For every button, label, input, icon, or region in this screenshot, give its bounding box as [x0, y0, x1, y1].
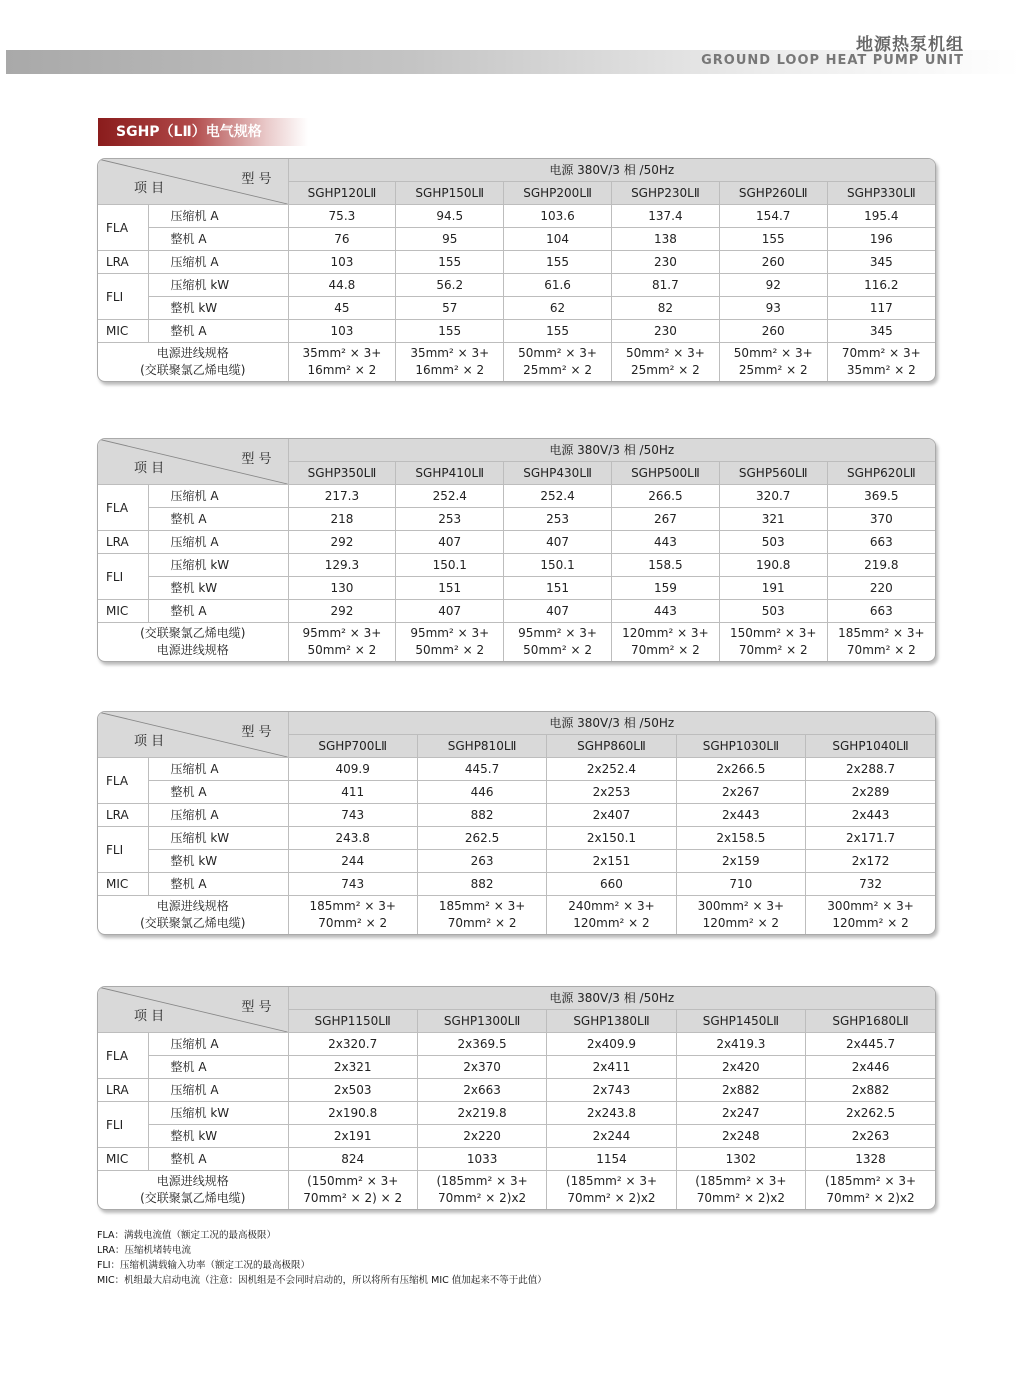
table-cell: 240mm² × 3+ 120mm² × 2 — [547, 896, 676, 934]
table-cell: 2x743 — [547, 1079, 676, 1102]
table-cell: 220 — [827, 577, 935, 600]
table-cell: 2x321 — [288, 1056, 417, 1079]
cable-spec-label: 电源进线规格 (交联聚氯乙烯电缆) — [98, 896, 288, 934]
table-cell: 76 — [288, 228, 396, 251]
spec-table-3 — [97, 711, 936, 935]
group-lra: LRA — [98, 531, 148, 554]
table-cell: 2x409.9 — [547, 1033, 676, 1056]
table-cell: 57 — [396, 297, 504, 320]
table-cell: 2x882 — [806, 1079, 935, 1102]
table-cell: 2x320.7 — [288, 1033, 417, 1056]
table-cell: 2x171.7 — [806, 827, 935, 850]
table-cell: 2x370 — [417, 1056, 546, 1079]
header-corner — [98, 987, 288, 1033]
table-cell: 219.8 — [827, 554, 935, 577]
item-unit-a: 整机 A — [148, 508, 288, 531]
item-comp-kw: 压缩机 kW — [148, 554, 288, 577]
table-cell: 660 — [547, 873, 676, 896]
model-cell: SGHP1040LⅡ — [806, 735, 935, 758]
table-cell: 35mm² × 3+ 16mm² × 2 — [288, 343, 396, 381]
table-cell: 196 — [827, 228, 935, 251]
model-cell: SGHP230LⅡ — [611, 182, 719, 205]
table-cell: 56.2 — [396, 274, 504, 297]
table-cell: 882 — [417, 873, 546, 896]
table-cell: 137.4 — [611, 205, 719, 228]
group-fli: FLI — [98, 274, 148, 320]
table-cell: 2x219.8 — [417, 1102, 546, 1125]
brand-title-en: GROUND LOOP HEAT PUMP UNIT — [701, 53, 964, 68]
table-cell: 2x190.8 — [288, 1102, 417, 1125]
model-label: 型 号 — [241, 1000, 272, 1015]
table-cell: 2x882 — [676, 1079, 805, 1102]
table-cell: 1328 — [806, 1148, 935, 1171]
table-cell: 2x411 — [547, 1056, 676, 1079]
table-cell: 70mm² × 3+ 35mm² × 2 — [827, 343, 935, 381]
table-cell: 262.5 — [417, 827, 546, 850]
model-label: 型 号 — [241, 172, 272, 187]
group-lra: LRA — [98, 251, 148, 274]
table-cell: 446 — [417, 781, 546, 804]
group-mic: MIC — [98, 1148, 148, 1171]
table-cell: 81.7 — [611, 274, 719, 297]
item-label: 项 目 — [134, 181, 165, 196]
item-comp-a: 压缩机 A — [148, 1079, 288, 1102]
table-cell: 2x443 — [806, 804, 935, 827]
footnote: LRA：压缩机堵转电流 — [97, 1245, 192, 1256]
table-cell: 252.4 — [396, 485, 504, 508]
table-cell: 62 — [504, 297, 612, 320]
group-fli: FLI — [98, 554, 148, 600]
model-cell: SGHP350LⅡ — [288, 462, 396, 485]
table-cell: 663 — [827, 600, 935, 623]
table-cell: 407 — [504, 600, 612, 623]
table-cell: 345 — [827, 320, 935, 343]
table-cell: 2x369.5 — [417, 1033, 546, 1056]
group-fla: FLA — [98, 758, 148, 804]
table-cell: 185mm² × 3+ 70mm² × 2 — [288, 896, 417, 934]
table-cell: 710 — [676, 873, 805, 896]
header-corner — [98, 712, 288, 758]
table-cell: 243.8 — [288, 827, 417, 850]
table-cell: 1033 — [417, 1148, 546, 1171]
spec-table-2 — [97, 438, 936, 662]
model-cell: SGHP1300LⅡ — [417, 1010, 546, 1033]
model-cell: SGHP1030LⅡ — [676, 735, 805, 758]
table-cell: 824 — [288, 1148, 417, 1171]
model-cell: SGHP1680LⅡ — [806, 1010, 935, 1033]
table-cell: 93 — [719, 297, 827, 320]
table-cell: 2x191 — [288, 1125, 417, 1148]
table-cell: 116.2 — [827, 274, 935, 297]
table-cell: 217.3 — [288, 485, 396, 508]
table-cell: 2x253 — [547, 781, 676, 804]
table-cell: 300mm² × 3+ 120mm² × 2 — [806, 896, 935, 934]
table-cell: 263 — [417, 850, 546, 873]
model-cell: SGHP500LⅡ — [611, 462, 719, 485]
item-unit-kw: 整机 kW — [148, 577, 288, 600]
table-cell: 320.7 — [719, 485, 827, 508]
table-cell: 117 — [827, 297, 935, 320]
table-cell: 260 — [719, 320, 827, 343]
model-cell: SGHP1450LⅡ — [676, 1010, 805, 1033]
group-fli: FLI — [98, 827, 148, 873]
table-cell: 2x289 — [806, 781, 935, 804]
table-cell: (185mm² × 3+ 70mm² × 2)x2 — [417, 1171, 546, 1209]
model-cell: SGHP620LⅡ — [827, 462, 935, 485]
model-cell: SGHP700LⅡ — [288, 735, 417, 758]
cable-spec-label: 电源进线规格 (交联聚氯乙烯电缆) — [98, 1171, 288, 1209]
table-cell: 195.4 — [827, 205, 935, 228]
table-cell: 743 — [288, 804, 417, 827]
table-cell: 2x262.5 — [806, 1102, 935, 1125]
table-cell: 2x220 — [417, 1125, 546, 1148]
table-cell: 230 — [611, 251, 719, 274]
table-cell: 1154 — [547, 1148, 676, 1171]
table-cell: 191 — [719, 577, 827, 600]
item-unit-a: 整机 A — [148, 320, 288, 343]
footnote: FLI：压缩机满载输入功率（额定工况的最高极限） — [97, 1260, 311, 1271]
table-cell: 2x159 — [676, 850, 805, 873]
footnote: MIC：机组最大启动电流（注意：因机组是不会同时启动的，所以将所有压缩机 MIC 值加起来不等于此值） — [97, 1275, 547, 1286]
table-cell: 2x288.7 — [806, 758, 935, 781]
group-fla: FLA — [98, 1033, 148, 1079]
item-comp-kw: 压缩机 kW — [148, 1102, 288, 1125]
table-cell: 260 — [719, 251, 827, 274]
table-cell: 2x446 — [806, 1056, 935, 1079]
table-cell: 2x663 — [417, 1079, 546, 1102]
table-cell: 244 — [288, 850, 417, 873]
table-cell: 2x243.8 — [547, 1102, 676, 1125]
table-cell: 321 — [719, 508, 827, 531]
table-cell: 409.9 — [288, 758, 417, 781]
table-cell: 370 — [827, 508, 935, 531]
table-cell: 150.1 — [396, 554, 504, 577]
table-cell: (185mm² × 3+ 70mm² × 2)x2 — [547, 1171, 676, 1209]
table-cell: 253 — [396, 508, 504, 531]
table-cell: 95mm² × 3+ 50mm² × 2 — [504, 623, 612, 661]
table-cell: 155 — [396, 251, 504, 274]
item-comp-a: 压缩机 A — [148, 205, 288, 228]
group-mic: MIC — [98, 320, 148, 343]
table-cell: 2x503 — [288, 1079, 417, 1102]
section-title: SGHP（LⅡ）电气规格 — [98, 118, 308, 146]
table-cell: 95 — [396, 228, 504, 251]
table-cell: 2x247 — [676, 1102, 805, 1125]
cable-spec-label: (交联聚氯乙烯电缆) 电源进线规格 — [98, 623, 288, 661]
table-cell: 443 — [611, 600, 719, 623]
table-cell: 2x263 — [806, 1125, 935, 1148]
item-comp-a: 压缩机 A — [148, 1033, 288, 1056]
model-cell: SGHP200LⅡ — [504, 182, 612, 205]
cable-spec-label: 电源进线规格 (交联聚氯乙烯电缆) — [98, 343, 288, 381]
model-cell: SGHP810LⅡ — [417, 735, 546, 758]
table-cell: 292 — [288, 531, 396, 554]
table-cell: 292 — [288, 600, 396, 623]
table-cell: 2x248 — [676, 1125, 805, 1148]
footnote: FLA：满载电流值（额定工况的最高极限） — [97, 1230, 276, 1241]
table-cell: 155 — [504, 320, 612, 343]
group-lra: LRA — [98, 804, 148, 827]
table-cell: 2x267 — [676, 781, 805, 804]
table-cell: 2x419.3 — [676, 1033, 805, 1056]
table-cell: 94.5 — [396, 205, 504, 228]
model-cell: SGHP1150LⅡ — [288, 1010, 417, 1033]
table-cell: 2x151 — [547, 850, 676, 873]
table-cell: 155 — [396, 320, 504, 343]
table-cell: 407 — [504, 531, 612, 554]
table-cell: 129.3 — [288, 554, 396, 577]
model-cell: SGHP410LⅡ — [396, 462, 504, 485]
group-fla: FLA — [98, 205, 148, 251]
table-cell: 230 — [611, 320, 719, 343]
model-cell: SGHP560LⅡ — [719, 462, 827, 485]
table-cell: (185mm² × 3+ 70mm² × 2)x2 — [806, 1171, 935, 1209]
item-comp-a: 压缩机 A — [148, 758, 288, 781]
item-label: 项 目 — [134, 461, 165, 476]
table-cell: 2x158.5 — [676, 827, 805, 850]
item-unit-kw: 整机 kW — [148, 1125, 288, 1148]
model-label: 型 号 — [241, 725, 272, 740]
header-corner — [98, 159, 288, 205]
item-comp-a: 压缩机 A — [148, 485, 288, 508]
table-cell: 253 — [504, 508, 612, 531]
spec-table-4 — [97, 986, 936, 1210]
table-cell: 2x443 — [676, 804, 805, 827]
table-cell: 445.7 — [417, 758, 546, 781]
table-cell: 743 — [288, 873, 417, 896]
table-cell: 2x252.4 — [547, 758, 676, 781]
item-unit-a: 整机 A — [148, 1056, 288, 1079]
table-cell: 345 — [827, 251, 935, 274]
power-header: 电源 380V/3 相 /50Hz — [288, 439, 935, 462]
brand-title-cn: 地源热泵机组 — [856, 35, 964, 55]
table-cell: 158.5 — [611, 554, 719, 577]
item-label: 项 目 — [134, 1009, 165, 1024]
group-fli: FLI — [98, 1102, 148, 1148]
table-cell: 44.8 — [288, 274, 396, 297]
table-cell: 95mm² × 3+ 50mm² × 2 — [288, 623, 396, 661]
model-cell: SGHP260LⅡ — [719, 182, 827, 205]
table-cell: 407 — [396, 600, 504, 623]
table-cell: 154.7 — [719, 205, 827, 228]
item-unit-a: 整机 A — [148, 781, 288, 804]
table-cell: 218 — [288, 508, 396, 531]
table-cell: 103 — [288, 320, 396, 343]
power-header: 电源 380V/3 相 /50Hz — [288, 712, 935, 735]
table-cell: 252.4 — [504, 485, 612, 508]
table-cell: 45 — [288, 297, 396, 320]
table-cell: 50mm² × 3+ 25mm² × 2 — [719, 343, 827, 381]
table-cell: 185mm² × 3+ 70mm² × 2 — [827, 623, 935, 661]
table-cell: 130 — [288, 577, 396, 600]
item-comp-kw: 压缩机 kW — [148, 274, 288, 297]
table-cell: 882 — [417, 804, 546, 827]
table-cell: 82 — [611, 297, 719, 320]
item-unit-a: 整机 A — [148, 600, 288, 623]
table-cell: 155 — [719, 228, 827, 251]
header-corner — [98, 439, 288, 485]
item-unit-a: 整机 A — [148, 228, 288, 251]
table-cell: 95mm² × 3+ 50mm² × 2 — [396, 623, 504, 661]
table-cell: (185mm² × 3+ 70mm² × 2)x2 — [676, 1171, 805, 1209]
table-cell: 503 — [719, 600, 827, 623]
table-cell: 2x420 — [676, 1056, 805, 1079]
power-header: 电源 380V/3 相 /50Hz — [288, 159, 935, 182]
table-cell: 443 — [611, 531, 719, 554]
table-cell: 732 — [806, 873, 935, 896]
item-comp-a: 压缩机 A — [148, 251, 288, 274]
table-cell: (150mm² × 3+ 70mm² × 2) × 2 — [288, 1171, 417, 1209]
model-cell: SGHP430LⅡ — [504, 462, 612, 485]
model-label: 型 号 — [241, 452, 272, 467]
table-cell: 103.6 — [504, 205, 612, 228]
table-cell: 120mm² × 3+ 70mm² × 2 — [611, 623, 719, 661]
table-cell: 2x244 — [547, 1125, 676, 1148]
table-cell: 50mm² × 3+ 25mm² × 2 — [611, 343, 719, 381]
table-cell: 2x266.5 — [676, 758, 805, 781]
group-fla: FLA — [98, 485, 148, 531]
model-cell: SGHP860LⅡ — [547, 735, 676, 758]
table-cell: 75.3 — [288, 205, 396, 228]
footnotes — [97, 1228, 547, 1288]
table-cell: 138 — [611, 228, 719, 251]
table-cell: 61.6 — [504, 274, 612, 297]
model-cell: SGHP120LⅡ — [288, 182, 396, 205]
table-cell: 407 — [396, 531, 504, 554]
table-cell: 266.5 — [611, 485, 719, 508]
table-cell: 2x407 — [547, 804, 676, 827]
table-cell: 104 — [504, 228, 612, 251]
table-cell: 2x172 — [806, 850, 935, 873]
table-cell: 1302 — [676, 1148, 805, 1171]
table-cell: 50mm² × 3+ 25mm² × 2 — [504, 343, 612, 381]
table-cell: 150.1 — [504, 554, 612, 577]
table-cell: 411 — [288, 781, 417, 804]
item-unit-kw: 整机 kW — [148, 297, 288, 320]
item-comp-a: 压缩机 A — [148, 804, 288, 827]
table-cell: 151 — [396, 577, 504, 600]
item-unit-kw: 整机 kW — [148, 850, 288, 873]
item-unit-a: 整机 A — [148, 873, 288, 896]
table-cell: 150mm² × 3+ 70mm² × 2 — [719, 623, 827, 661]
table-cell: 155 — [504, 251, 612, 274]
item-comp-kw: 压缩机 kW — [148, 827, 288, 850]
group-lra: LRA — [98, 1079, 148, 1102]
table-cell: 35mm² × 3+ 16mm² × 2 — [396, 343, 504, 381]
table-cell: 159 — [611, 577, 719, 600]
table-cell: 300mm² × 3+ 120mm² × 2 — [676, 896, 805, 934]
item-label: 项 目 — [134, 734, 165, 749]
model-cell: SGHP150LⅡ — [396, 182, 504, 205]
table-cell: 2x445.7 — [806, 1033, 935, 1056]
power-header: 电源 380V/3 相 /50Hz — [288, 987, 935, 1010]
spec-table-1 — [97, 158, 936, 382]
table-cell: 369.5 — [827, 485, 935, 508]
table-cell: 190.8 — [719, 554, 827, 577]
table-cell: 103 — [288, 251, 396, 274]
table-cell: 185mm² × 3+ 70mm² × 2 — [417, 896, 546, 934]
group-mic: MIC — [98, 600, 148, 623]
item-comp-a: 压缩机 A — [148, 531, 288, 554]
group-mic: MIC — [98, 873, 148, 896]
table-cell: 503 — [719, 531, 827, 554]
table-cell: 151 — [504, 577, 612, 600]
table-cell: 663 — [827, 531, 935, 554]
model-cell: SGHP330LⅡ — [827, 182, 935, 205]
table-cell: 92 — [719, 274, 827, 297]
table-cell: 267 — [611, 508, 719, 531]
model-cell: SGHP1380LⅡ — [547, 1010, 676, 1033]
table-cell: 2x150.1 — [547, 827, 676, 850]
item-unit-a: 整机 A — [148, 1148, 288, 1171]
